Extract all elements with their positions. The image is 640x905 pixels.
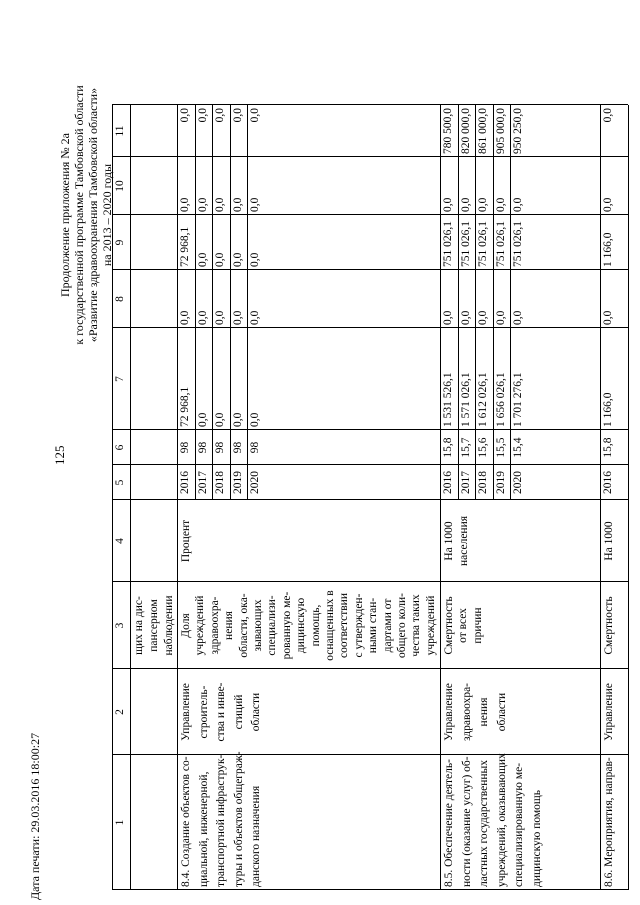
total-funding-cell: 1 531 526,1	[442, 372, 454, 427]
extrabudget-funding-cell: 0,0	[249, 108, 261, 123]
indicator-value-cell: 98	[196, 441, 209, 454]
regional-funding-cell: 1 166,0	[602, 232, 614, 267]
year-cell: 2018	[477, 471, 489, 494]
local-funding-cell: 0,0	[494, 197, 507, 212]
regional-funding-cell: 751 026,1	[494, 221, 507, 267]
column-number-header: 3	[114, 622, 126, 629]
indicator-name-text: от всех	[457, 608, 470, 643]
total-funding-cell: 1 656 026,1	[494, 372, 507, 427]
indicator-value-cell: 15,5	[494, 437, 507, 458]
header-line-1: Продолжение приложения № 2а	[58, 133, 72, 298]
event-name-text: учреждений, оказывающих	[495, 753, 508, 887]
total-funding-cell: 0,0	[214, 412, 226, 427]
year-cell: 2016	[602, 471, 614, 494]
regional-funding-cell: 0,0	[249, 252, 261, 267]
table-bottom-rule	[628, 105, 629, 890]
year-cell: 2020	[249, 471, 261, 494]
local-funding-cell: 0,0	[196, 197, 209, 212]
federal-funding-cell: 0,0	[249, 310, 261, 325]
federal-funding-cell: 0,0	[196, 310, 209, 325]
local-funding-cell: 0,0	[602, 197, 614, 212]
indicator-name-text: Смертность	[603, 596, 615, 655]
event-name-text: туры и объектов общеграж-	[232, 751, 245, 887]
responsible-executor-text: Управление	[603, 683, 615, 741]
year-cell: 2017	[196, 471, 209, 494]
regional-funding-cell: 0,0	[196, 252, 209, 267]
indicator-name-text: учреждений	[424, 595, 437, 656]
year-cell: 2020	[512, 471, 524, 494]
local-funding-cell: 0,0	[477, 197, 489, 212]
column-number-header: 8	[114, 296, 126, 302]
event-name-text: транспортной инфраструк-	[215, 754, 227, 887]
column-number-header: 4	[114, 538, 126, 544]
total-funding-cell: 0,0	[196, 412, 209, 427]
federal-funding-cell: 0,0	[494, 310, 507, 325]
indicator-name-text: здравоохра-	[208, 596, 221, 655]
federal-funding-cell: 0,0	[512, 310, 524, 325]
total-funding-cell: 1 612 026,1	[477, 372, 489, 427]
event-name-text: ности (оказание услуг) об-	[460, 756, 473, 887]
local-funding-cell: 0,0	[249, 197, 261, 212]
event-name-text: 8.5. Обеспечение деятель-	[443, 759, 455, 887]
extrabudget-funding-cell: 0,0	[179, 108, 191, 123]
extrabudget-funding-cell: 950 250,0	[512, 108, 524, 154]
total-funding-cell: 1 701 276,1	[512, 372, 524, 427]
extrabudget-funding-cell: 780 500,0	[442, 108, 454, 154]
responsible-executor-text: строитель-	[197, 685, 210, 739]
indicator-value-cell: 15,7	[459, 437, 472, 458]
year-cell: 2016	[179, 471, 191, 494]
header-line-4: на 2013 – 2020 годы	[100, 163, 114, 267]
indicator-name-text: чества таких	[410, 594, 423, 657]
column-number-header: 1	[114, 819, 126, 826]
column-rule-7	[112, 327, 628, 328]
continued-indicator-text: наблюдении	[163, 595, 175, 656]
responsible-executor-text: ства и инве-	[215, 682, 227, 742]
extrabudget-funding-cell: 820 000,0	[459, 108, 472, 154]
column-rule-8	[112, 269, 628, 270]
extrabudget-funding-cell: 0,0	[214, 108, 226, 123]
unit-text: На 1000	[443, 521, 455, 561]
event-name-text: данского назначения	[250, 785, 262, 887]
indicator-value-cell: 98	[231, 441, 244, 454]
column-number-header: 5	[114, 479, 126, 486]
indicator-value-cell: 98	[249, 441, 261, 454]
federal-funding-cell: 0,0	[602, 310, 614, 325]
responsible-executor-text: Управление	[443, 683, 455, 741]
indicator-value-cell: 98	[214, 441, 226, 454]
responsible-executor-text: нения	[478, 697, 490, 727]
year-cell: 2017	[459, 471, 472, 494]
indicator-name-text: учреждений	[194, 595, 207, 656]
indicator-value-cell: 15,4	[512, 437, 524, 458]
continued-indicator-text: щих на дис-	[133, 596, 145, 655]
extrabudget-funding-cell: 0,0	[196, 108, 209, 123]
indicator-value-cell: 15,8	[442, 437, 454, 458]
responsible-executor-text: здравоохра-	[460, 682, 473, 742]
local-funding-cell: 0,0	[512, 197, 524, 212]
federal-funding-cell: 0,0	[214, 310, 226, 325]
indicator-name-text: общего коли-	[396, 593, 408, 658]
indicator-name-text: с утвержден-	[352, 593, 365, 658]
column-rule-10	[112, 156, 628, 157]
federal-funding-cell: 0,0	[442, 310, 454, 325]
event-name-text: 8.4. Создание объектов со-	[180, 756, 192, 887]
indicator-name-text: Доля	[180, 613, 192, 638]
year-cell: 2018	[214, 471, 226, 494]
unit-text: населения	[458, 515, 470, 567]
extrabudget-funding-cell: 905 000,0	[494, 108, 507, 154]
local-funding-cell: 0,0	[231, 197, 244, 212]
year-cell: 2019	[231, 471, 244, 494]
unit-text: Процент	[180, 519, 192, 563]
regional-funding-cell: 751 026,1	[459, 221, 472, 267]
responsible-executor-text: стиций	[232, 694, 245, 730]
local-funding-cell: 0,0	[179, 197, 191, 212]
local-funding-cell: 0,0	[214, 197, 226, 212]
column-number-header: 9	[114, 239, 126, 246]
regional-funding-cell: 751 026,1	[442, 221, 454, 267]
column-rule-11	[112, 104, 628, 105]
total-funding-cell: 0,0	[249, 412, 261, 427]
column-number-header: 10	[114, 180, 126, 192]
indicator-name-text: нения	[223, 611, 236, 640]
column-number-header: 7	[114, 376, 126, 382]
indicator-name-text: ными стан-	[367, 597, 380, 654]
regional-funding-cell: 751 026,1	[512, 221, 524, 267]
responsible-executor-text: Управление	[180, 683, 192, 741]
indicator-name-text: помощь,	[309, 604, 322, 647]
event-name-text: 8.6. Мероприятия, направ-	[603, 757, 615, 887]
year-cell: 2019	[494, 471, 507, 494]
indicator-name-text: специализи-	[266, 595, 279, 656]
unit-text: На 1000	[603, 521, 615, 561]
indicator-name-text: Смертность	[443, 596, 455, 655]
local-funding-cell: 0,0	[442, 197, 454, 212]
column-rule-1	[112, 754, 628, 755]
column-rule-9	[112, 214, 628, 215]
event-name-text: специализированную ме-	[513, 762, 525, 887]
column-rule-6	[112, 429, 628, 430]
column-rule-5	[112, 464, 628, 465]
column-rule-3	[112, 581, 628, 582]
regional-funding-cell: 751 026,1	[477, 221, 489, 267]
regional-funding-cell: 0,0	[231, 252, 244, 267]
indicator-name-text: соответствии	[338, 593, 351, 658]
table-top-rule	[112, 105, 113, 890]
responsible-executor-text: области	[495, 692, 508, 732]
regional-funding-cell: 72 968,1	[179, 226, 191, 267]
indicator-name-text: дартами от	[381, 598, 394, 653]
indicator-value-cell: 15,6	[477, 437, 489, 458]
column-number-header: 2	[114, 709, 126, 715]
column-rule-2	[112, 668, 628, 669]
extrabudget-funding-cell: 861 000,0	[477, 108, 489, 154]
regional-funding-cell: 0,0	[214, 252, 226, 267]
indicator-name-text: области, ока-	[237, 593, 250, 658]
column-rule-0	[112, 889, 628, 890]
extrabudget-funding-cell: 0,0	[602, 108, 614, 123]
federal-funding-cell: 0,0	[459, 310, 472, 325]
column-rule-4	[112, 499, 628, 500]
event-name-text: ластных государственных	[478, 759, 490, 887]
page-number: 125	[52, 445, 67, 465]
column-number-header: 6	[114, 444, 126, 451]
continued-indicator-text: пансерном	[148, 599, 160, 652]
total-funding-cell: 1 166,0	[602, 392, 614, 427]
header-line-3: «Развитие здравоохранения Тамбовской области»	[86, 87, 100, 343]
federal-funding-cell: 0,0	[231, 310, 244, 325]
event-name-text: дицинскую помощь	[530, 789, 543, 887]
indicator-value-cell: 15,8	[602, 437, 614, 458]
total-funding-cell: 72 968,1	[179, 386, 191, 427]
extrabudget-funding-cell: 0,0	[231, 108, 244, 123]
total-funding-cell: 1 571 026,1	[459, 372, 472, 427]
federal-funding-cell: 0,0	[477, 310, 489, 325]
indicator-name-text: рованную ме-	[280, 591, 293, 660]
local-funding-cell: 0,0	[459, 197, 472, 212]
header-line-2: к государственной программе Тамбовской области	[72, 85, 86, 345]
header-bottom-rule	[130, 105, 131, 890]
column-number-header: 11	[114, 125, 126, 137]
indicator-name-text: дицинскую	[295, 597, 308, 654]
indicator-name-text: причин	[471, 607, 484, 644]
indicator-name-text: зывающих	[252, 599, 264, 652]
federal-funding-cell: 0,0	[179, 310, 191, 325]
total-funding-cell: 0,0	[231, 412, 244, 427]
responsible-executor-text: области	[250, 692, 262, 732]
event-name-text: циальной, инженерной,	[197, 771, 210, 887]
indicator-value-cell: 98	[179, 441, 191, 454]
print-date: Дата печати: 29.03.2016 18:00:27	[28, 732, 42, 900]
year-cell: 2016	[442, 471, 454, 494]
indicator-name-text: оснащенных в	[324, 590, 336, 661]
